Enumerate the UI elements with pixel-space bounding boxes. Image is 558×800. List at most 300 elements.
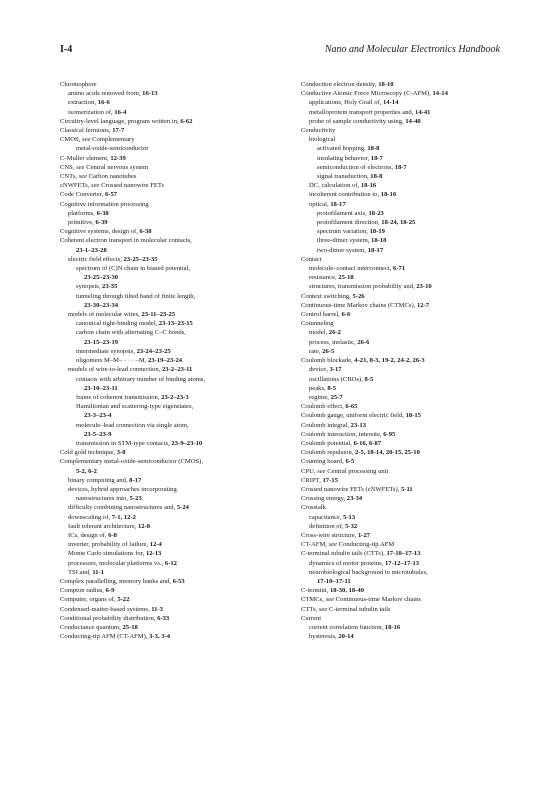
index-entry <box>301 476 521 485</box>
index-term: Coulomb interaction, intersite, <box>301 430 384 438</box>
index-entry <box>301 218 521 227</box>
index-term: Cognitive information processing <box>60 200 149 208</box>
page-number: I-4 <box>60 44 73 55</box>
index-term: applications, Holy Grail of, <box>309 99 383 107</box>
index-term: CTTs, see C-terminal tubulin tails <box>301 605 391 613</box>
index-entry <box>60 126 280 135</box>
index-term: Chromophore <box>60 81 97 88</box>
page-reference: 18-24, 18-25 <box>381 219 416 227</box>
index-entry <box>60 503 280 512</box>
page-reference: 23-11–23-25 <box>141 311 176 319</box>
index-term: amino acids removed from, <box>68 90 143 98</box>
index-term: Control barrel, <box>301 311 342 319</box>
index-entry <box>60 218 280 227</box>
index-entry <box>60 89 280 98</box>
index-entry <box>60 154 280 163</box>
page-reference: 4-21, 8-3, 19-2, 24-2, 26-3 <box>354 357 425 365</box>
index-term: metal-oxide-semiconductor <box>76 145 149 153</box>
index-entry <box>301 365 521 374</box>
index-term: optical, <box>309 200 331 208</box>
page-reference: 23-13 <box>350 421 367 429</box>
index-term: Conduction electron density, <box>301 81 379 88</box>
index-entry <box>60 356 280 365</box>
index-term: CMOS, see Complementary <box>60 136 135 144</box>
page-reference: 26-5 <box>322 347 335 355</box>
page-reference: 23-30–23-34 <box>84 301 119 309</box>
index-entry <box>60 328 280 337</box>
index-term: Context switching, <box>301 292 353 300</box>
index-entry <box>60 236 280 245</box>
index-entry <box>60 135 280 144</box>
index-term: tunneling through tilted band of finite length, <box>76 292 196 300</box>
index-term: CNS, see Central nervous system <box>60 163 149 171</box>
index-entry <box>60 549 280 558</box>
index-entry <box>60 301 280 310</box>
index-term: contacts with arbitrary number of binding atoms, <box>76 375 206 383</box>
index-entry <box>60 568 280 577</box>
index-term: canonical tight-binding model, <box>76 320 159 328</box>
page-reference: 23-15–23-19 <box>84 338 119 346</box>
page-reference: 18-16 <box>380 191 397 199</box>
index-term: signal transduction, <box>317 173 371 181</box>
index-term: protofilament direction, <box>317 219 382 227</box>
page-reference: 23-10–23-11 <box>84 384 118 392</box>
index-entry <box>60 200 280 209</box>
page-reference: 6-12 <box>164 559 177 567</box>
index-entry <box>60 144 280 153</box>
page-reference: 6-71 <box>393 265 406 273</box>
index-entry <box>60 476 280 485</box>
page-reference: 16-4 <box>114 108 127 116</box>
index-term: Coulomb potential, <box>301 439 354 447</box>
index-entry <box>60 80 280 89</box>
page-reference: 6-39 <box>95 219 108 227</box>
index-term: inverter, probability of failure, <box>68 541 150 549</box>
index-term: synopsis, <box>76 283 103 291</box>
index-entry <box>60 559 280 568</box>
index-entry <box>301 421 521 430</box>
index-entry <box>301 338 521 347</box>
index-entry <box>60 273 280 282</box>
index-entry <box>301 310 521 319</box>
index-entry <box>301 632 521 641</box>
index-term: rate, <box>309 347 323 355</box>
index-entry <box>60 310 280 319</box>
index-term: ICs, design of, <box>68 531 109 539</box>
index-entry <box>301 393 521 402</box>
index-term: Classical fermions, <box>60 127 113 135</box>
index-term: C-termini, <box>301 587 330 595</box>
page-reference: 5-2, 6-2 <box>76 467 97 475</box>
page-header <box>60 44 500 58</box>
index-entry <box>60 338 280 347</box>
index-term: probe of sample conductivity using, <box>309 117 406 125</box>
index-entry <box>60 623 280 632</box>
index-entry <box>301 586 521 595</box>
index-term: Hamiltonian and scattering-type eigenstates, <box>76 403 194 411</box>
index-entry <box>301 319 521 328</box>
page-reference: 23-2–23-3 <box>161 393 189 401</box>
index-term: Conductance quantum, <box>60 623 123 631</box>
page-reference: 11-3 <box>151 605 163 613</box>
page-reference: 6-16, 6-87 <box>353 439 382 447</box>
index-term: transmission in STM-type contacts, <box>76 439 172 447</box>
index-term: oscillations (CBOs), <box>309 375 365 383</box>
index-term: frame of coherent transmission, <box>76 393 162 401</box>
index-term: Cognitive systems, design of, <box>60 228 140 236</box>
index-column-right <box>301 80 521 641</box>
page-reference: 18-17 <box>330 200 346 208</box>
page-reference: 23-25–23-35 <box>123 255 158 263</box>
index-term: model, <box>309 329 329 337</box>
index-term: CTMCs, see Continuous-time Markov chains <box>301 596 421 604</box>
index-entry <box>301 356 521 365</box>
page-reference: 23-1–23-28 <box>76 246 107 254</box>
index-entry <box>60 586 280 595</box>
index-term: CNTs, see Carbon nanotubes <box>60 173 137 181</box>
index-entry <box>60 430 280 439</box>
page-reference: 17-10–17-13 <box>386 550 421 558</box>
index-entry <box>301 292 521 301</box>
index-entry <box>301 236 521 245</box>
page-reference: 3-17 <box>329 366 342 374</box>
page-reference: 6-8 <box>108 531 117 539</box>
page-reference: 26-2 <box>328 329 341 337</box>
page-reference: 25-18 <box>338 274 354 282</box>
index-term: Contact <box>301 255 322 263</box>
index-term: Cold gold technique, <box>60 449 117 457</box>
index-entry <box>60 494 280 503</box>
page-reference: 23-5–23-9 <box>84 430 112 438</box>
page-reference: 25-7 <box>330 393 343 401</box>
index-term: primitive, <box>68 219 96 227</box>
index-entry <box>60 632 280 641</box>
page-reference: 18-18 <box>371 237 387 245</box>
index-entry <box>301 549 521 558</box>
page-reference: 18-30, 18-40 <box>329 587 365 595</box>
index-entry <box>60 282 280 291</box>
page-reference: 14-14 <box>432 90 448 98</box>
index-term: Coulomb repulsion, <box>301 449 356 457</box>
index-entry <box>60 365 280 374</box>
page-reference: 11-1 <box>92 568 105 576</box>
index-entry <box>60 577 280 586</box>
index-entry <box>60 264 280 273</box>
page-reference: 5-22 <box>117 596 130 604</box>
index-entry <box>301 531 521 540</box>
index-term: C-terminal tubulin tails (CTTs), <box>301 550 387 558</box>
page-reference: 23-24–23-25 <box>136 347 171 355</box>
index-entry <box>301 227 521 236</box>
index-term: binary computing and, <box>68 476 130 484</box>
page-reference: 12-4 <box>149 541 162 549</box>
index-entry <box>60 181 280 190</box>
index-term: CRIPT, <box>301 476 323 484</box>
index-entry <box>60 531 280 540</box>
index-term: three-dimer system, <box>317 237 372 245</box>
index-entry <box>301 154 521 163</box>
index-entry <box>301 540 521 549</box>
index-term: peaks, <box>309 384 328 392</box>
page-reference: 6-95 <box>383 430 396 438</box>
index-term: Conductive Atomic Force Microscopy (C-AFM), <box>301 90 433 98</box>
index-term: Coherent electron transport in molecular contacts, <box>60 237 192 245</box>
index-entry <box>301 126 521 135</box>
index-term: molecule–contact interconnect, <box>309 265 394 273</box>
page-reference: 5-32 <box>345 522 358 530</box>
index-entry <box>60 190 280 199</box>
index-term: Crosstalk <box>301 504 326 512</box>
index-term: downscaling of, <box>68 513 112 521</box>
page-reference: 17-7 <box>112 127 125 135</box>
index-entry <box>301 80 521 89</box>
page-reference: 16-6 <box>97 99 110 107</box>
index-entry <box>60 457 280 466</box>
index-term: C-Muller element, <box>60 154 111 162</box>
page-reference: 18-16 <box>360 182 377 190</box>
index-entry <box>301 503 521 512</box>
index-entry <box>301 282 521 291</box>
index-term: platforms, <box>68 209 97 217</box>
running-title: Nano and Molecular Electronics Handbook <box>324 44 500 55</box>
page-reference: 5-13 <box>343 513 356 521</box>
index-term: incoherent contribution to, <box>309 191 381 199</box>
index-term: Coulomb blockade, <box>301 357 355 365</box>
page-reference: 6-57 <box>104 191 118 199</box>
index-term: insulating behavior, <box>317 154 371 162</box>
page-reference: 2-5, 18-14, 20-15, 25-10 <box>355 449 420 457</box>
index-column-left <box>60 80 280 641</box>
index-term: Cotunneling <box>301 320 334 328</box>
page-reference: 8-5 <box>327 384 337 392</box>
index-entry <box>301 108 521 117</box>
index-entry <box>301 595 521 604</box>
index-term: cNWFETs, see Crossed nanowire FETs <box>60 182 165 190</box>
index-term: activated hopping, <box>317 145 368 153</box>
index-term: Complex parallelling, memory banks and, <box>60 577 173 585</box>
index-term: protofilament axis, <box>317 209 369 217</box>
index-term: Crossed nanowire FETs (cNWFETs), <box>301 485 401 493</box>
index-term: current correlation function, <box>309 623 385 631</box>
index-term: models of molecular wires, <box>68 311 142 319</box>
page-reference: 12-7 <box>416 301 430 309</box>
index-term: DC, calculation of, <box>309 182 361 190</box>
index-entry <box>60 402 280 411</box>
index-entry <box>301 89 521 98</box>
index-entry <box>301 402 521 411</box>
page-reference: 7-1, 12-2 <box>111 513 136 521</box>
page-reference: 18-16 <box>384 623 401 631</box>
page-reference: 17-15 <box>322 476 338 484</box>
page-reference: 18-7 <box>394 163 407 171</box>
index-entry <box>301 328 521 337</box>
index-entry <box>301 568 521 577</box>
page-reference: 5-26 <box>352 292 365 300</box>
page-reference: 14-41 <box>415 108 431 116</box>
index-entry <box>60 209 280 218</box>
index-term: Conductivity <box>301 127 336 135</box>
index-term: Code Converter, <box>60 191 105 199</box>
page-reference: 6-53 <box>172 577 185 585</box>
index-entry <box>301 200 521 209</box>
index-term: devices, hybrid approaches incorporating <box>68 485 177 493</box>
index-term: electric field effects, <box>68 255 124 263</box>
page-reference: 12-39 <box>110 154 126 162</box>
index-term: resistance, <box>309 274 339 282</box>
page-reference: 3-3, 3-4 <box>149 633 171 641</box>
index-entry <box>301 181 521 190</box>
page-reference: 6-38 <box>96 209 109 217</box>
page-reference: 17-12–17-13 <box>385 559 420 567</box>
index-entry <box>301 264 521 273</box>
page-reference: 16-13 <box>142 90 158 98</box>
index-entry <box>60 375 280 384</box>
index-term: Conducting-tip AFM (CT-AFM), <box>60 633 150 641</box>
index-entry <box>60 421 280 430</box>
page-reference: 5-24 <box>176 504 189 512</box>
index-term: CPU, see Central processing unit <box>301 467 389 475</box>
index-term: device, <box>309 366 330 374</box>
index-term: process, inelastic, <box>309 338 358 346</box>
index-entry <box>301 163 521 172</box>
index-term: difficulty combining nanostructures and, <box>68 504 177 512</box>
index-entry <box>301 246 521 255</box>
index-entry <box>60 227 280 236</box>
index-term: Monte Carlo simulations for, <box>68 550 146 558</box>
page-reference: 14-14 <box>382 99 399 107</box>
index-term: semiconduction of electrons, <box>317 163 395 171</box>
page-reference: 25-18 <box>122 623 138 631</box>
index-entry <box>301 457 521 466</box>
page-reference: 18-7 <box>370 154 383 162</box>
page-reference: 6-6 <box>341 311 351 319</box>
index-term: Coulomb gauge, uniform electric field, <box>301 412 406 420</box>
index-entry <box>60 411 280 420</box>
index-entry <box>301 255 521 264</box>
index-entry <box>60 513 280 522</box>
index-entry <box>301 485 521 494</box>
page-reference: 23-34 <box>346 495 363 503</box>
index-term: Condensed-matter-based systems, <box>60 605 152 613</box>
index-term: Counting board, <box>301 458 346 466</box>
index-entry <box>301 577 521 586</box>
index-entry <box>301 384 521 393</box>
index-entry <box>301 614 521 623</box>
index-term: molecule–lead connection via single atom, <box>76 421 189 429</box>
page-reference: 18-8 <box>367 145 380 153</box>
index-entry <box>60 467 280 476</box>
index-entry <box>60 384 280 393</box>
index-entry <box>301 411 521 420</box>
page-reference: 1-27 <box>357 531 371 539</box>
index-term: Coulomb integral, <box>301 421 351 429</box>
page-reference: 23-25–23-30 <box>84 274 119 282</box>
index-entry <box>301 494 521 503</box>
index-term: Complementary metal-oxide-semiconductor (CMOS), <box>60 458 204 466</box>
index-entry <box>60 246 280 255</box>
index-term: TSI and, <box>68 568 93 576</box>
index-entry <box>301 301 521 310</box>
index-entry <box>60 485 280 494</box>
index-entry <box>60 319 280 328</box>
index-entry <box>60 605 280 614</box>
index-entry <box>301 375 521 384</box>
page-reference: 26-6 <box>357 338 370 346</box>
index-entry <box>60 439 280 448</box>
page-reference: 23-10 <box>416 283 432 291</box>
index-term: Coulomb effect, <box>301 403 346 411</box>
index-entry <box>301 172 521 181</box>
index-term: dynamics of motor proteins, <box>309 559 385 567</box>
index-entry <box>60 255 280 264</box>
index-term: nanostructures into, <box>76 495 130 503</box>
index-entry <box>60 117 280 126</box>
page-reference: 12-8 <box>137 522 151 530</box>
index-entry <box>301 623 521 632</box>
page-reference: 6-5 <box>345 458 355 466</box>
page-reference: 8-17 <box>129 476 142 484</box>
page-reference: 5-11 <box>400 485 413 493</box>
index-term: oligomers M–M– · · · –M, <box>76 357 148 365</box>
index-entry <box>60 172 280 181</box>
index-term: neurobiological background to microtubules, <box>309 568 428 576</box>
index-term: carbon chain with alternating C–C bonds, <box>76 329 186 337</box>
page-reference: 12-13 <box>145 550 162 558</box>
page-reference: 18-15 <box>405 412 421 420</box>
index-term: processors, molecular platforms vs., <box>68 559 165 567</box>
page-reference: 6-38 <box>139 228 152 236</box>
index-term: Continuous-time Markov chains (CTMCs), <box>301 301 417 309</box>
index-entry <box>60 393 280 402</box>
index-term: capacitance, <box>309 513 344 521</box>
page-reference: 3-8 <box>116 449 126 457</box>
page-reference: 17-10–17-11 <box>317 577 351 585</box>
index-entry <box>301 117 521 126</box>
index-entry <box>60 163 280 172</box>
index-entry <box>60 347 280 356</box>
index-term: structures, transmission probability and, <box>309 283 417 291</box>
index-entry <box>301 430 521 439</box>
index-term: Compton radius, <box>60 587 106 595</box>
page-reference: 23-35 <box>102 283 118 291</box>
index-term: intermediate synopsis, <box>76 347 137 355</box>
page-reference: 23-13–23-15 <box>158 320 193 328</box>
index-entry <box>301 448 521 457</box>
page-reference: 6-9 <box>105 587 115 595</box>
index-entry <box>301 144 521 153</box>
index-term: extraction, <box>68 99 98 107</box>
page-reference: 18-10 <box>378 81 394 88</box>
index-term: Crossing energy, <box>301 495 347 503</box>
index-entry <box>60 522 280 531</box>
page-reference: 23-2–23-11 <box>161 366 193 374</box>
index-term: spectrum of (C)N chain in biased potential, <box>76 265 191 273</box>
page-reference: 23-3–23-4 <box>84 412 112 420</box>
index-term: fault tolerant architecture, <box>68 522 138 530</box>
index-term: isomerization of, <box>68 108 115 116</box>
index-term: definition of, <box>309 522 346 530</box>
index-entry <box>301 98 521 107</box>
index-term: metalloprotein transport properties and, <box>309 108 416 116</box>
index-term: two-dimer system, <box>317 246 368 254</box>
index-entry <box>60 595 280 604</box>
page-reference: 18-8 <box>370 173 383 181</box>
index-term: Conditional probability distribution, <box>60 614 158 622</box>
index-entry <box>60 614 280 623</box>
index-term: Computer, organs of, <box>60 596 118 604</box>
page-reference: 18-17 <box>367 246 384 254</box>
index-entry <box>301 347 521 356</box>
